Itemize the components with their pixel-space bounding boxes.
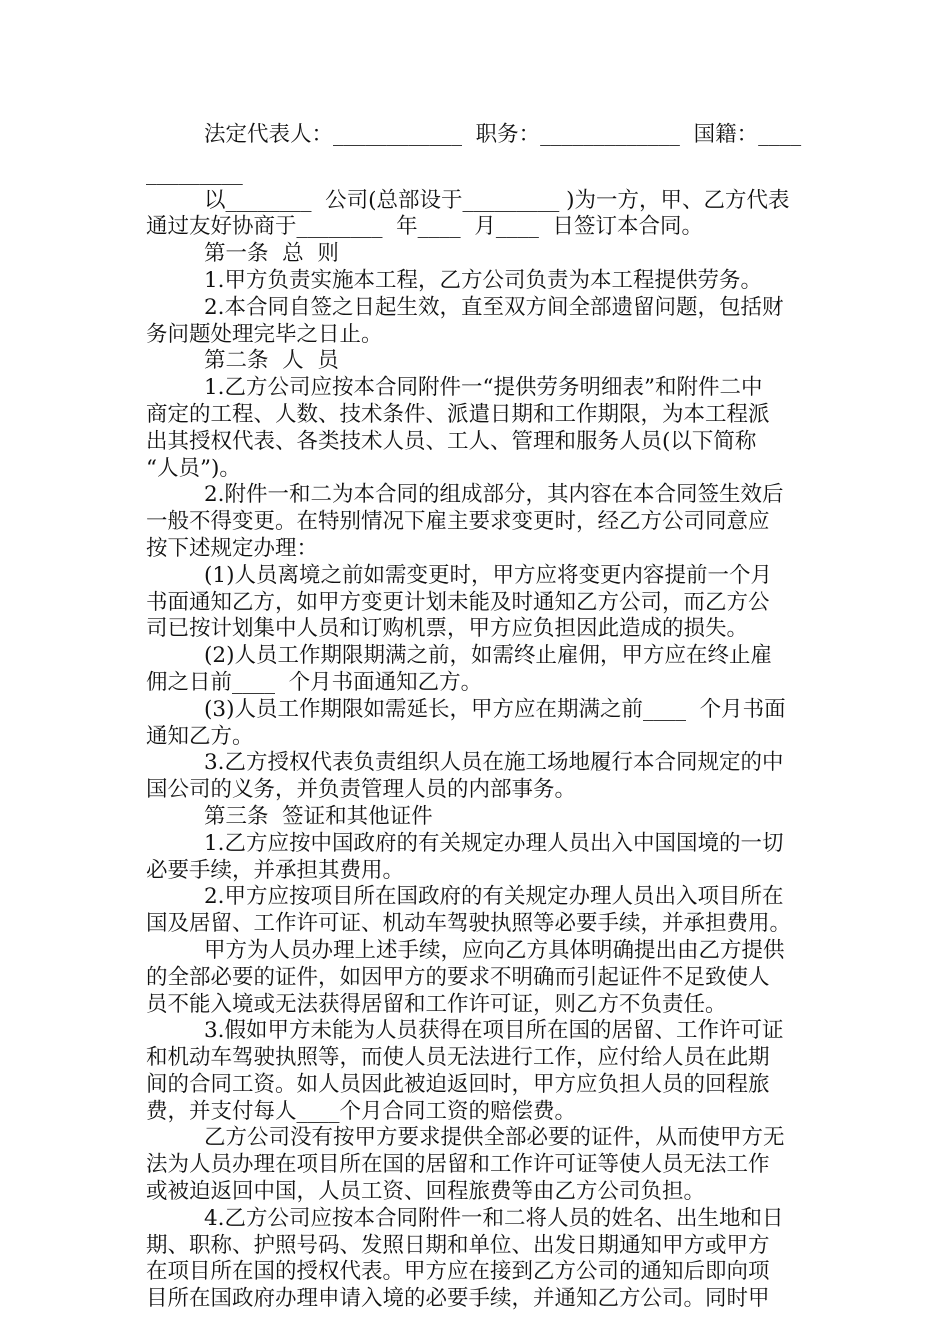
text-line: 员不能入境或无法获得居留和工作许可证，则乙方不负责任。 — [146, 991, 727, 1017]
text-line: 出其授权代表、各类技术人员、工人、管理和服务人员(以下简称 — [146, 428, 757, 454]
text-line: 国公司的义务，并负责管理人员的内部事务。 — [146, 777, 577, 803]
text-line: 1.乙方应按中国政府的有关规定办理人员出入中国国境的一切 — [204, 830, 784, 856]
text-line: 2.附件一和二为本合同的组成部分，其内容在本合同签生效后 — [204, 482, 784, 508]
text-line: 通过友好协商于________ 年____ 月____ 日签订本合同。 — [146, 214, 704, 240]
text-line: 以________ 公司(总部设于_________ )为一方，甲、乙方代表 — [204, 187, 790, 213]
text-line: (1)人员离境之前如需变更时，甲方应将变更内容提前一个月 — [204, 562, 772, 588]
text-line: 甲方为人员办理上述手续，应向乙方具体明确提出由乙方提供 — [204, 937, 785, 963]
text-line: 商定的工程、人数、技术条件、派遣日期和工作期限，为本工程派 — [146, 401, 770, 427]
text-line: 和机动车驾驶执照等，而使人员无法进行工作，应付给人员在此期 — [146, 1045, 770, 1071]
text-line: 必要手续，并承担其费用。 — [146, 857, 405, 883]
text-line: 佣之日前____ 个月书面通知乙方。 — [146, 669, 483, 695]
contract-text — [146, 122, 810, 1313]
text-line: 乙方公司没有按甲方要求提供全部必要的证件，从而使甲方无 — [204, 1125, 785, 1151]
text-line: 按下述规定办理： — [146, 535, 319, 561]
legal-representative-line: 法定代表人：____________ 职务：_____________ 国籍：____ — [204, 122, 802, 147]
text-line: 书面通知乙方，如甲方变更计划未能及时通知乙方公司，而乙方公 — [146, 589, 770, 615]
text-line: (2)人员工作期限期满之前，如需终止雇佣，甲方应在终止雇 — [204, 643, 772, 669]
text-line: 国及居留、工作许可证、机动车驾驶执照等必要手续，并承担费用。 — [146, 911, 792, 937]
text-line: 在项目所在国的授权代表。甲方应在接到乙方公司的通知后即向项 — [146, 1259, 770, 1285]
text-line: 通知乙方。 — [146, 723, 254, 749]
text-line: 目所在国政府办理申请入境的必要手续，并通知乙方公司。同时甲 — [146, 1286, 770, 1312]
text-line: 法为人员办理在项目所在国的居留和工作许可证等使人员无法工作 — [146, 1152, 770, 1178]
text-line: 期、职称、护照号码、发照日期和单位、出发日期通知甲方或甲方 — [146, 1232, 770, 1258]
text-line: 或被迫返回中国，人员工资、回程旅费等由乙方公司负担。 — [146, 1179, 706, 1205]
text-line: 1.乙方公司应按本合同附件一“提供劳务明细表”和附件二中 — [204, 375, 763, 401]
text-line: 2.甲方应按项目所在国政府的有关规定办理人员出入项目所在 — [204, 884, 784, 910]
section-heading: 第二条 人 员 — [204, 348, 339, 374]
text-line: 的全部必要的证件，如因甲方的要求不明确而引起证件不足致使人 — [146, 964, 770, 990]
section-heading: 第三条 签证和其他证件 — [204, 803, 433, 829]
text-line: _________ — [146, 160, 243, 186]
text-line: 一般不得变更。在特别情况下雇主要求变更时，经乙方公司同意应 — [146, 509, 770, 535]
text-line: 间的合同工资。如人员因此被迫返回时，甲方应负担人员的回程旅 — [146, 1071, 770, 1097]
text-line: 3.乙方授权代表负责组织人员在施工场地履行本合同规定的中 — [204, 750, 784, 776]
text-line: 司已按计划集中人员和订购机票，甲方应负担因此造成的损失。 — [146, 616, 749, 642]
section-heading: 第一条 总 则 — [204, 241, 339, 267]
text-line: 费，并支付每人____个月合同工资的赔偿费。 — [146, 1098, 577, 1124]
text-line: (3)人员工作期限如需延长，甲方应在期满之前____ 个月书面 — [204, 696, 786, 722]
text-line: 务问题处理完毕之日止。 — [146, 321, 383, 347]
text-line: 3.假如甲方未能为人员获得在项目所在国的居留、工作许可证 — [204, 1018, 784, 1044]
text-line: 2.本合同自签之日起生效，直至双方间全部遗留问题，包括财 — [204, 294, 784, 320]
text-line: 4.乙方公司应按本合同附件一和二将人员的姓名、出生地和日 — [204, 1205, 784, 1231]
text-line: 1.甲方负责实施本工程，乙方公司负责为本工程提供劳务。 — [204, 267, 763, 293]
text-line: “人员”)。 — [146, 455, 241, 481]
